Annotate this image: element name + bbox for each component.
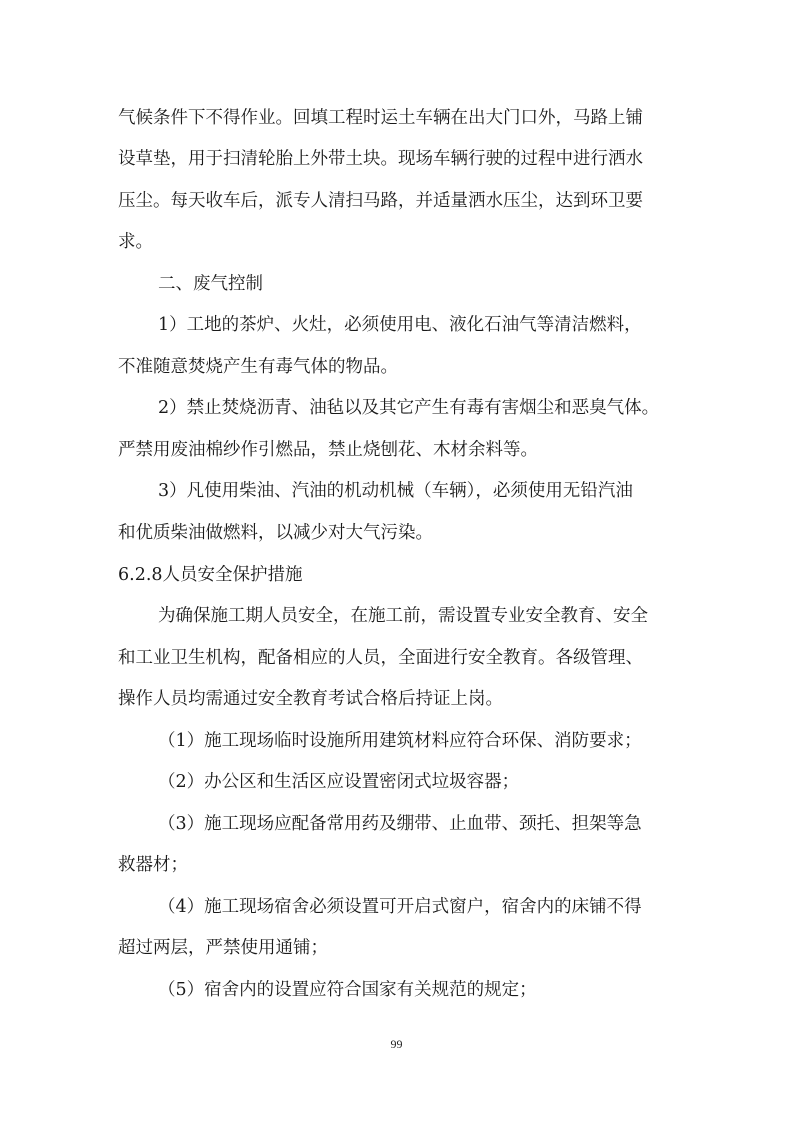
body-line: 操作人员均需通过安全教育考试合格后持证上岗。 <box>118 689 503 709</box>
list-item: （1）施工现场临时设施所用建筑材料应符合环保、消防要求； <box>158 731 642 751</box>
subsection-heading: 6.2.8人员安全保护措施 <box>118 565 303 585</box>
section-heading: 二、废气控制 <box>158 274 263 294</box>
list-item: （2）办公区和生活区应设置密闭式垃圾容器； <box>158 772 520 792</box>
list-item: （4）施工现场宿舍必须设置可开启式窗户，宿舍内的床铺不得 <box>158 897 642 917</box>
list-item-continuation: 超过两层，严禁使用通铺； <box>118 938 328 958</box>
body-line: 1）工地的茶炉、火灶，必须使用电、液化石油气等清洁燃料， <box>158 315 642 335</box>
body-line: 3）凡使用柴油、汽油的机动机械（车辆），必须使用无铅汽油 <box>158 481 633 501</box>
list-item-continuation: 救器材； <box>118 855 188 875</box>
body-line: 严禁用废油棉纱作引燃品，禁止烧刨花、木材余料等。 <box>118 440 538 460</box>
list-item: （5）宿舍内的设置应符合国家有关规范的规定； <box>158 980 537 1000</box>
body-line: 和工业卫生机构，配备相应的人员，全面进行安全教育。各级管理、 <box>118 648 643 668</box>
body-line: 设草垫，用于扫清轮胎上外带土块。现场车辆行驶的过程中进行洒水 <box>118 149 643 169</box>
body-line: 2）禁止焚烧沥青、油毡以及其它产生有毒有害烟尘和恶臭气体。 <box>158 398 660 418</box>
body-line: 压尘。每天收车后，派专人清扫马路，并适量洒水压尘，达到环卫要 <box>118 191 643 211</box>
list-item: （3）施工现场应配备常用药及绷带、止血带、颈托、担架等急 <box>158 814 642 834</box>
page-number: 99 <box>390 1037 403 1051</box>
body-line: 和优质柴油做燃料，以减少对大气污染。 <box>118 523 433 543</box>
body-line: 不准随意焚烧产生有毒气体的物品。 <box>118 357 398 377</box>
body-line: 为确保施工期人员安全，在施工前，需设置专业安全教育、安全 <box>158 606 648 626</box>
body-line: 气候条件下不得作业。回填工程时运土车辆在出大门口外，马路上铺 <box>118 108 643 128</box>
body-line: 求。 <box>118 232 153 252</box>
